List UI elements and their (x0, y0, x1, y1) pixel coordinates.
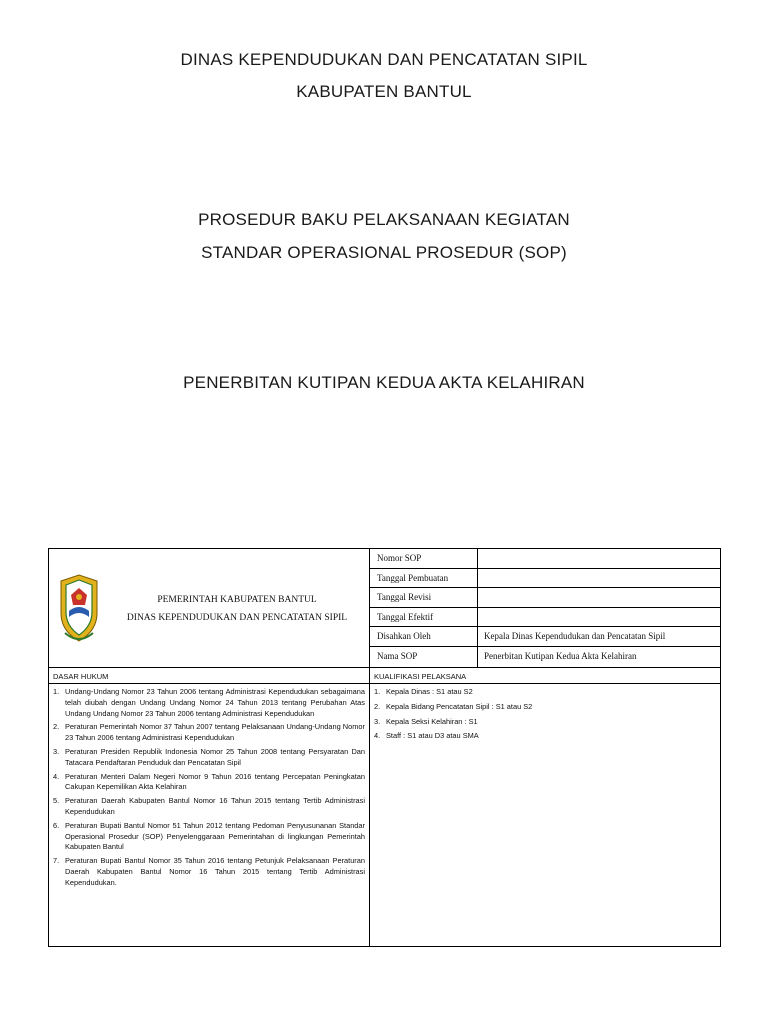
meta-row-disahkan-oleh (370, 627, 721, 647)
list-item (53, 856, 365, 888)
list-item-text: Undang-Undang Nomor 23 Tahun 2006 tentang Administrasi Kependudukan sebagaimana telah diubah dengan Undang Undang Nomor 24 Tahun 2013 tentang Perubahan Atas Undang Undang Nomor 23 Tahun 2006 tentang Administrasi Kependudukan (65, 687, 365, 718)
meta-row-tanggal-efektif (370, 608, 721, 628)
list-item-number: 6. (53, 820, 60, 830)
meta-label: Nomor SOP (370, 549, 478, 568)
meta-value: Kepala Dinas Kependudukan dan Pencatatan Sipil (484, 631, 666, 642)
list-item-number: 7. (53, 856, 60, 866)
meta-row-tanggal-pembuatan (370, 569, 721, 589)
meta-label: Tanggal Revisi (370, 588, 478, 607)
list-item-text: Peraturan Pemerintah Nomor 37 Tahun 2007 tentang Pelaksanaan Undang-Undang Nomor 23 Tahun 2006 tentang Administrasi Kependudukan (65, 722, 365, 743)
list-item-number: 5. (53, 796, 60, 806)
meta-label: Disahkan Oleh (370, 627, 478, 646)
title-doc-type-line1: PROSEDUR BAKU PELAKSANAAN KEGIATAN (198, 210, 570, 229)
list-item-number: 3. (374, 716, 381, 726)
meta-label: Nama SOP (370, 647, 478, 667)
list-item-number: 4. (53, 771, 60, 781)
list-item-text: Peraturan Daerah Kabupaten Bantul Nomor 16 Tahun 2015 tentang Tertib Administrasi Kependudukan (65, 796, 365, 816)
list-item-text: Peraturan Menteri Dalam Negeri Nomor 9 Tahun 2016 tentang Percepatan Peningkatan Cakupan Kepemilikan Akta Kelahiran (65, 771, 365, 792)
title-agency-line2: KABUPATEN BANTUL (296, 82, 472, 101)
kualifikasi-heading: KUALIFIKASI PELAKSANA (370, 667, 721, 684)
procedure-title: PENERBITAN KUTIPAN KEDUA AKTA KELAHIRAN (183, 373, 585, 392)
meta-row-nomor-sop (370, 549, 721, 569)
list-item-text: Staff : S1 atau D3 atau SMA (386, 731, 479, 741)
dasar-hukum-list (49, 684, 370, 947)
title-doc-type-line2: STANDAR OPERASIONAL PROSEDUR (SOP) (201, 243, 567, 262)
list-item (374, 687, 717, 698)
meta-value (478, 588, 721, 607)
list-item-text: Kepala Seksi Kelahiran : S1 (386, 716, 478, 726)
list-item-text: Peraturan Presiden Republik Indonesia Nomor 25 Tahun 2008 tentang Persyaratan Dan Tatacara Pendaftaran Penduduk dan Pencatatan Sipil (65, 746, 365, 767)
meta-row-tanggal-revisi (370, 588, 721, 608)
list-item-text: Peraturan Bupati Bantul Nomor 51 Tahun 2012 tentang Pedoman Penyusunanan Standar Operasional Prosedur (SOP) Penyelenggaraan Pemerintahan di lingkungan Pemerintah Kabupaten Bantul (65, 820, 365, 852)
meta-value (478, 608, 721, 627)
sop-table (48, 548, 721, 947)
list-item-number: 2. (53, 722, 60, 732)
list-item-number: 3. (53, 746, 60, 756)
list-item-number: 1. (374, 687, 381, 696)
list-item (53, 821, 365, 853)
kualifikasi-list (370, 684, 721, 947)
list-item (53, 796, 365, 818)
list-item-text: Peraturan Bupati Bantul Nomor 35 Tahun 2016 tentang Petunjuk Pelaksanaan Peraturan Daerah Kabupaten Bantul Nomor 16 Tahun 2015 tentang Tertib Administrasi Kependudukan. (65, 856, 365, 887)
list-item (374, 717, 717, 728)
list-item-text: Kepala Bidang Pencatatan Sipil : S1 atau S2 (386, 701, 533, 711)
list-item (53, 772, 365, 794)
list-item (374, 702, 717, 713)
sop-header-org (49, 549, 370, 667)
meta-row-nama-sop (370, 647, 721, 667)
list-item (374, 731, 717, 742)
list-item-number: 2. (374, 701, 381, 711)
org-name-line2: DINAS KEPENDUDUKAN DAN PENCATATAN SIPIL (126, 613, 348, 623)
meta-label: Tanggal Efektif (370, 608, 478, 627)
list-item (53, 747, 365, 769)
list-item-number: 4. (374, 731, 381, 741)
meta-value (478, 569, 721, 588)
list-item (53, 722, 365, 744)
list-item (53, 687, 365, 719)
dasar-hukum-heading: DASAR HUKUM (49, 667, 370, 684)
meta-value: Penerbitan Kutipan Kedua Akta Kelahiran (484, 650, 637, 661)
list-item-number: 1. (53, 687, 60, 696)
org-name-line1: PEMERINTAH KABUPATEN BANTUL (157, 595, 317, 605)
list-item-text: Kepala Dinas : S1 atau S2 (386, 687, 473, 696)
title-agency-line1: DINAS KEPENDUDUKAN DAN PENCATATAN SIPIL (180, 50, 588, 69)
meta-value (478, 549, 721, 568)
sop-meta-table (370, 549, 721, 667)
meta-label: Tanggal Pembuatan (370, 569, 478, 588)
bantul-emblem-icon (57, 573, 101, 645)
